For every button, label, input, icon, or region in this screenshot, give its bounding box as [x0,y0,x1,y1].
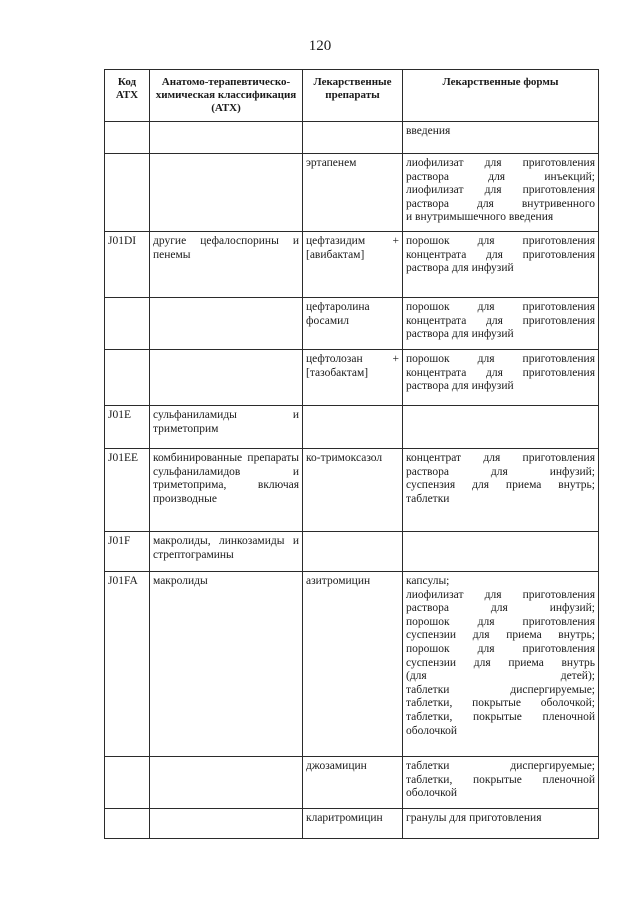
cell-forms [403,232,599,298]
cell-code [105,298,150,350]
dosage-form-line: таблетки диспергируемые; [406,683,595,696]
atx-drug-table [104,69,599,839]
table-row [105,572,599,757]
dosage-form-line: таблетки [406,492,450,505]
table-row [105,757,599,809]
cell-forms [403,809,599,839]
cell-code: J01FA [105,572,150,757]
table-header-row [105,70,599,122]
dosage-form-line: оболочкой [406,787,458,800]
dosage-form-line: суспензии для приема внутрь [406,656,595,669]
cell-code [105,809,150,839]
cell-drug: ко-тримоксазол [303,449,403,532]
table-row [105,154,599,232]
dosage-form-line: раствора для внутривенного [406,197,595,210]
cell-forms [403,757,599,809]
cell-forms [403,122,599,154]
dosage-form-line: порошок для приготовления [406,353,595,365]
dosage-form-line: капсулы; [406,575,450,587]
cell-drug: эртапенем [303,154,403,232]
dosage-form-line: таблетки, покрытые пленочной [406,710,595,723]
cell-classification: макролиды, линкозамиды и стрептограмины [150,532,303,572]
cell-classification: макролиды [150,572,303,757]
cell-classification [150,350,303,406]
cell-classification [150,298,303,350]
table-body [105,122,599,839]
dosage-form-line: (для детей); [406,670,595,683]
table-row [105,298,599,350]
dosage-form-line: порошок для приготовления [406,301,595,313]
header-forms: Лекарственные формы [403,70,599,122]
dosage-form-line: раствора для инфузий [406,328,514,341]
header-drugs: Лекарственные препараты [303,70,403,122]
table-row [105,122,599,154]
dosage-form-line: лиофилизат для приготовления [406,157,595,169]
dosage-form-line: введения [406,125,451,137]
cell-classification [150,757,303,809]
cell-code: J01DI [105,232,150,298]
table-row [105,406,599,449]
cell-forms [403,154,599,232]
dosage-form-line: раствора для инфузий; [406,602,595,615]
table-row [105,350,599,406]
cell-drug: кларитромицин [303,809,403,839]
cell-drug: цефтолозан + [тазобактам] [303,350,403,406]
cell-code: J01F [105,532,150,572]
dosage-form-line: лиофилизат для приготовления [406,184,595,197]
header-code: Код АТХ [105,70,150,122]
dosage-form-line: оболочкой [406,724,458,737]
table-row [105,449,599,532]
cell-drug: джозамицин [303,757,403,809]
dosage-form-line: раствора для инфузий [406,380,514,393]
dosage-form-line: раствора для инъекций; [406,170,595,183]
cell-code [105,122,150,154]
cell-classification [150,809,303,839]
dosage-form-line: порошок для приготовления [406,235,595,247]
cell-classification: сульфаниламиды и триметоприм [150,406,303,449]
cell-code [105,350,150,406]
dosage-form-line: раствора для инфузий; [406,465,595,478]
dosage-form-line: концентрат для приготовления [406,452,595,464]
dosage-form-line: концентрата для приготовления [406,314,595,327]
table-row [105,532,599,572]
cell-code: J01E [105,406,150,449]
cell-code [105,757,150,809]
dosage-form-line: раствора для инфузий [406,262,514,275]
dosage-form-line: таблетки, покрытые оболочкой; [406,697,595,710]
cell-classification: другие цефалоспорины и пенемы [150,232,303,298]
cell-drug: цефтаролина фосамил [303,298,403,350]
cell-forms [403,350,599,406]
dosage-form-line: таблетки диспергируемые; [406,760,595,772]
cell-forms [403,532,599,572]
cell-forms [403,298,599,350]
dosage-form-line: концентрата для приготовления [406,248,595,261]
dosage-form-line: концентрата для приготовления [406,366,595,379]
cell-forms [403,572,599,757]
page-number: 120 [308,38,332,54]
table-row [105,232,599,298]
header-classification: Анатомо-терапевтическо-химическая классификация (АТХ) [150,70,303,122]
table-row [105,809,599,839]
dosage-form-line: гранулы для приготовления [406,812,542,824]
cell-code [105,154,150,232]
cell-drug [303,532,403,572]
dosage-form-line: суспензии для приема внутрь; [406,629,595,642]
cell-drug: цефтазидим + [авибактам] [303,232,403,298]
dosage-form-line: суспензия для приема внутрь; [406,479,595,492]
dosage-form-line: и внутримышечного введения [406,211,554,224]
cell-code: J01EE [105,449,150,532]
dosage-form-line: порошок для приготовления [406,642,595,655]
cell-forms [403,449,599,532]
cell-forms [403,406,599,449]
cell-classification [150,122,303,154]
dosage-form-line: таблетки, покрытые пленочной [406,773,595,786]
cell-drug [303,122,403,154]
cell-drug [303,406,403,449]
dosage-form-line: лиофилизат для приготовления [406,588,595,601]
dosage-form-line: порошок для приготовления [406,615,595,628]
cell-classification [150,154,303,232]
cell-classification: комбинированные препараты сульфаниламидов и триметоприма, включая производные [150,449,303,532]
cell-drug: азитромицин [303,572,403,757]
